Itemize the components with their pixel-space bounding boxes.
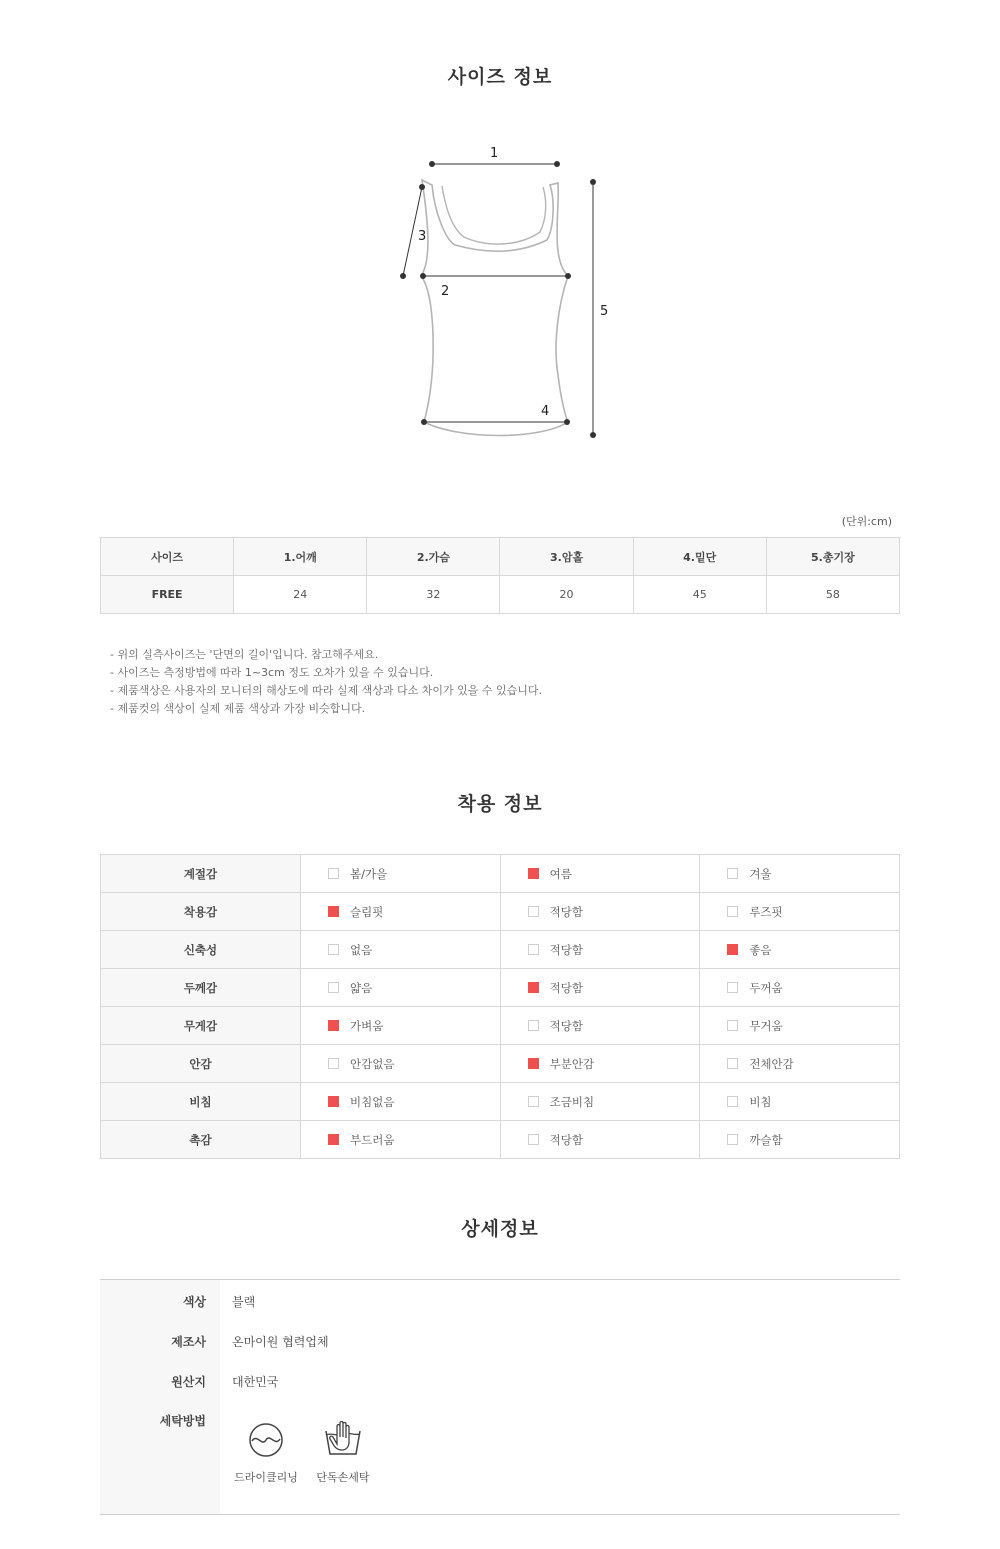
fit-row-label: 신축성 <box>101 931 301 969</box>
fit-row <box>101 969 900 1007</box>
wash-caption: 단독손세탁 <box>316 1471 370 1484</box>
wash-caption: 드라이클리닝 <box>234 1471 298 1484</box>
checked-box-icon <box>528 982 539 993</box>
fit-row-label: 무게감 <box>101 1007 301 1045</box>
unchecked-box-icon <box>727 868 738 879</box>
table-row <box>101 576 900 614</box>
fit-option-label: 겨울 <box>749 866 772 881</box>
unchecked-box-icon <box>528 944 539 955</box>
fit-option-label: 두꺼움 <box>749 980 783 995</box>
unchecked-box-icon <box>528 1020 539 1031</box>
unchecked-box-icon <box>727 982 738 993</box>
fit-option-label: 적당함 <box>549 1132 583 1147</box>
fit-row-label: 촉감 <box>101 1121 301 1159</box>
unchecked-box-icon <box>528 1096 539 1107</box>
fit-table <box>100 854 900 1159</box>
size-info-title: 사이즈 정보 <box>447 66 553 88</box>
fit-option <box>500 1045 700 1083</box>
fit-option <box>301 931 501 969</box>
measure-point <box>429 161 435 167</box>
fit-row-label: 착용감 <box>101 893 301 931</box>
tank-top-outline <box>421 180 568 436</box>
maker-label: 제조사 <box>171 1335 206 1349</box>
fit-row <box>101 855 900 893</box>
fit-option <box>500 855 700 893</box>
fit-option-label: 슬림핏 <box>350 904 384 919</box>
fit-option-label: 무거움 <box>749 1018 783 1033</box>
color-value: 블랙 <box>232 1295 256 1309</box>
fit-option <box>700 1083 900 1121</box>
fit-option-label: 봄/가을 <box>350 866 388 881</box>
fit-row-label: 안감 <box>101 1045 301 1083</box>
color-label: 색상 <box>182 1295 206 1309</box>
fit-option <box>700 855 900 893</box>
measure-point <box>420 273 426 279</box>
label-5: 5 <box>600 304 609 319</box>
fit-option <box>500 1007 700 1045</box>
value-cell: 58 <box>766 576 899 614</box>
unchecked-box-icon <box>528 906 539 917</box>
size-notes <box>110 646 542 718</box>
maker-value: 온마이원 협력업체 <box>232 1335 329 1349</box>
fit-option <box>700 931 900 969</box>
fit-info-title: 착용 정보 <box>457 793 543 815</box>
detail-info-title: 상세정보 <box>461 1218 539 1240</box>
value-cell: 24 <box>234 576 367 614</box>
checked-box-icon <box>528 868 539 879</box>
label-3: 3 <box>418 229 427 244</box>
wash-item-dry-cleaning <box>231 1422 301 1485</box>
fit-option <box>500 893 700 931</box>
fit-option-label: 적당함 <box>549 1018 583 1033</box>
size-table <box>100 537 900 614</box>
wash-label: 세탁방법 <box>159 1414 206 1428</box>
fit-option-label: 여름 <box>549 866 572 881</box>
fit-option <box>301 969 501 1007</box>
dry-cleaning-icon <box>248 1422 284 1458</box>
unchecked-box-icon <box>328 1058 339 1069</box>
fit-option-label: 비침없음 <box>350 1094 395 1109</box>
fit-row-label: 계절감 <box>101 855 301 893</box>
fit-option-label: 적당함 <box>549 942 583 957</box>
fit-option <box>700 1121 900 1159</box>
unchecked-box-icon <box>528 1134 539 1145</box>
fit-option <box>700 1007 900 1045</box>
origin-value: 대한민국 <box>232 1375 279 1389</box>
fit-option <box>301 1083 501 1121</box>
hand-wash-icon <box>323 1420 363 1458</box>
unchecked-box-icon <box>727 1096 738 1107</box>
fit-row-label: 두께감 <box>101 969 301 1007</box>
label-1: 1 <box>490 146 499 161</box>
measure-point <box>590 432 596 438</box>
unit-label: (단위:cm) <box>841 515 892 528</box>
fit-option <box>500 1083 700 1121</box>
origin-label: 원산지 <box>171 1375 206 1389</box>
checked-box-icon <box>528 1058 539 1069</box>
note-line: - 사이즈는 측정방법에 따라 1~3cm 정도 오차가 있을 수 있습니다. <box>110 666 434 679</box>
measure-point <box>421 419 427 425</box>
detail-label-column <box>100 1280 220 1514</box>
header-cell: 1.어깨 <box>234 538 367 576</box>
fit-row <box>101 893 900 931</box>
fit-option <box>500 1121 700 1159</box>
unchecked-box-icon <box>328 982 339 993</box>
detail-info-table <box>100 1279 900 1515</box>
fit-option <box>700 1045 900 1083</box>
fit-option <box>700 893 900 931</box>
measure-point <box>565 273 571 279</box>
fit-option <box>301 1045 501 1083</box>
fit-row <box>101 1083 900 1121</box>
fit-option-label: 얇음 <box>350 980 373 995</box>
checked-box-icon <box>328 1134 339 1145</box>
note-line: - 제품색상은 사용자의 모니터의 해상도에 따라 실제 색상과 다소 차이가 있을 수 있습니다. <box>110 684 542 697</box>
note-line: - 위의 실측사이즈는 '단면의 길이'입니다. 참고해주세요. <box>110 648 379 661</box>
value-cell: 45 <box>633 576 766 614</box>
unchecked-box-icon <box>328 944 339 955</box>
fit-option-label: 부분안감 <box>549 1056 595 1071</box>
fit-row <box>101 1121 900 1159</box>
fit-row-label: 비침 <box>101 1083 301 1121</box>
fit-option <box>301 1007 501 1045</box>
header-cell: 사이즈 <box>101 538 234 576</box>
fit-option <box>500 969 700 1007</box>
unchecked-box-icon <box>727 1134 738 1145</box>
wash-item-hand-wash <box>308 1420 378 1485</box>
note-line: - 제품컷의 색상이 실제 제품 색상과 가장 비슷합니다. <box>110 702 366 715</box>
fit-row <box>101 1045 900 1083</box>
tank-top-size-diagram <box>380 140 630 450</box>
fit-option-label: 없음 <box>350 942 373 957</box>
header-cell: 4.밑단 <box>633 538 766 576</box>
fit-option <box>301 1121 501 1159</box>
neckline <box>442 186 546 244</box>
fit-option-label: 조금비침 <box>549 1094 595 1109</box>
value-cell: 32 <box>367 576 500 614</box>
unchecked-box-icon <box>727 906 738 917</box>
size-name-cell: FREE <box>101 576 234 614</box>
fit-row <box>101 931 900 969</box>
fit-option <box>301 855 501 893</box>
checked-box-icon <box>328 906 339 917</box>
measure-point <box>554 161 560 167</box>
header-cell: 5.총기장 <box>766 538 899 576</box>
fit-option-label: 좋음 <box>749 942 772 957</box>
fit-option-label: 적당함 <box>549 904 583 919</box>
size-table-header <box>101 538 900 576</box>
checked-box-icon <box>727 944 738 955</box>
label-4: 4 <box>541 404 550 419</box>
fit-row <box>101 1007 900 1045</box>
checked-box-icon <box>328 1020 339 1031</box>
unchecked-box-icon <box>328 868 339 879</box>
fit-option-label: 루즈핏 <box>749 904 783 919</box>
fit-option-label: 비침 <box>749 1094 772 1109</box>
fit-option <box>700 969 900 1007</box>
value-cell: 20 <box>500 576 633 614</box>
label-2: 2 <box>441 284 450 299</box>
fit-option <box>500 931 700 969</box>
measure-point <box>564 419 570 425</box>
fit-option-label: 적당함 <box>549 980 583 995</box>
fit-option-label: 가벼움 <box>350 1018 384 1033</box>
header-cell: 2.가슴 <box>367 538 500 576</box>
unchecked-box-icon <box>727 1058 738 1069</box>
fit-option-label: 전체안감 <box>749 1056 794 1071</box>
fit-option <box>301 893 501 931</box>
checked-box-icon <box>328 1096 339 1107</box>
fit-option-label: 안감없음 <box>350 1056 395 1071</box>
header-cell: 3.암홀 <box>500 538 633 576</box>
unchecked-box-icon <box>727 1020 738 1031</box>
measure-point <box>400 273 406 279</box>
fit-option-label: 까슬함 <box>749 1132 783 1147</box>
measure-point <box>419 184 425 190</box>
fit-option-label: 부드러움 <box>350 1132 395 1147</box>
measure-point <box>590 179 596 185</box>
